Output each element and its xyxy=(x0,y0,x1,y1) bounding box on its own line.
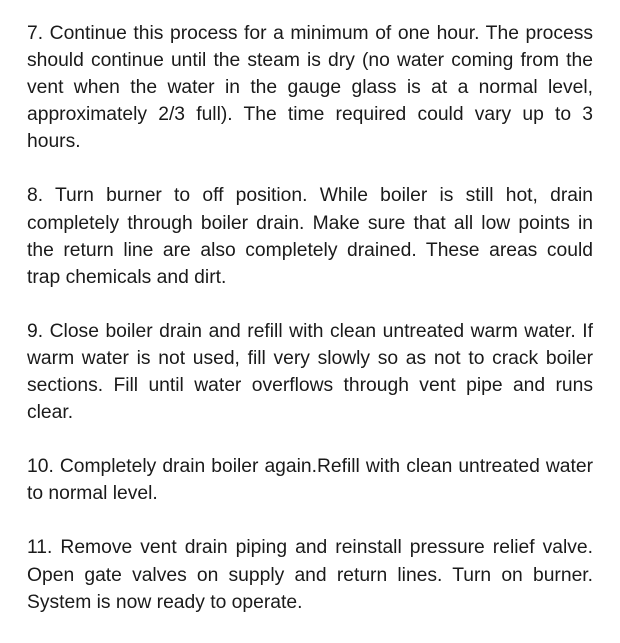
step-10-paragraph: 10. Completely drain boiler again.Refill with clean untreated water to normal level. xyxy=(27,456,593,505)
step-9-paragraph: 9. Close boiler drain and refill with clean untreated warm water. If warm water is not used, fill very slowly so as not to crack boiler sections. Fill until water overflows through vent pipe and runs clear. xyxy=(27,320,593,424)
step-11-paragraph: 11. Remove vent drain piping and reinstall pressure relief valve. Open gate valves on supply and return lines. Turn on burner. System is now ready to operate. xyxy=(27,537,593,613)
instructions-document xyxy=(27,20,593,643)
step-7-paragraph: 7. Continue this process for a minimum of one hour. The process should continue until the steam is dry (no water coming from the vent when the water in the gauge glass is at a normal level, approximately 2/3 full). The time required could vary up to 3 hours. xyxy=(27,23,593,153)
step-8-paragraph: 8. Turn burner to off position. While boiler is still hot, drain completely through boiler drain. Make sure that all low points in the return line are also completely drained. These areas could trap chemicals and dirt. xyxy=(27,185,593,288)
